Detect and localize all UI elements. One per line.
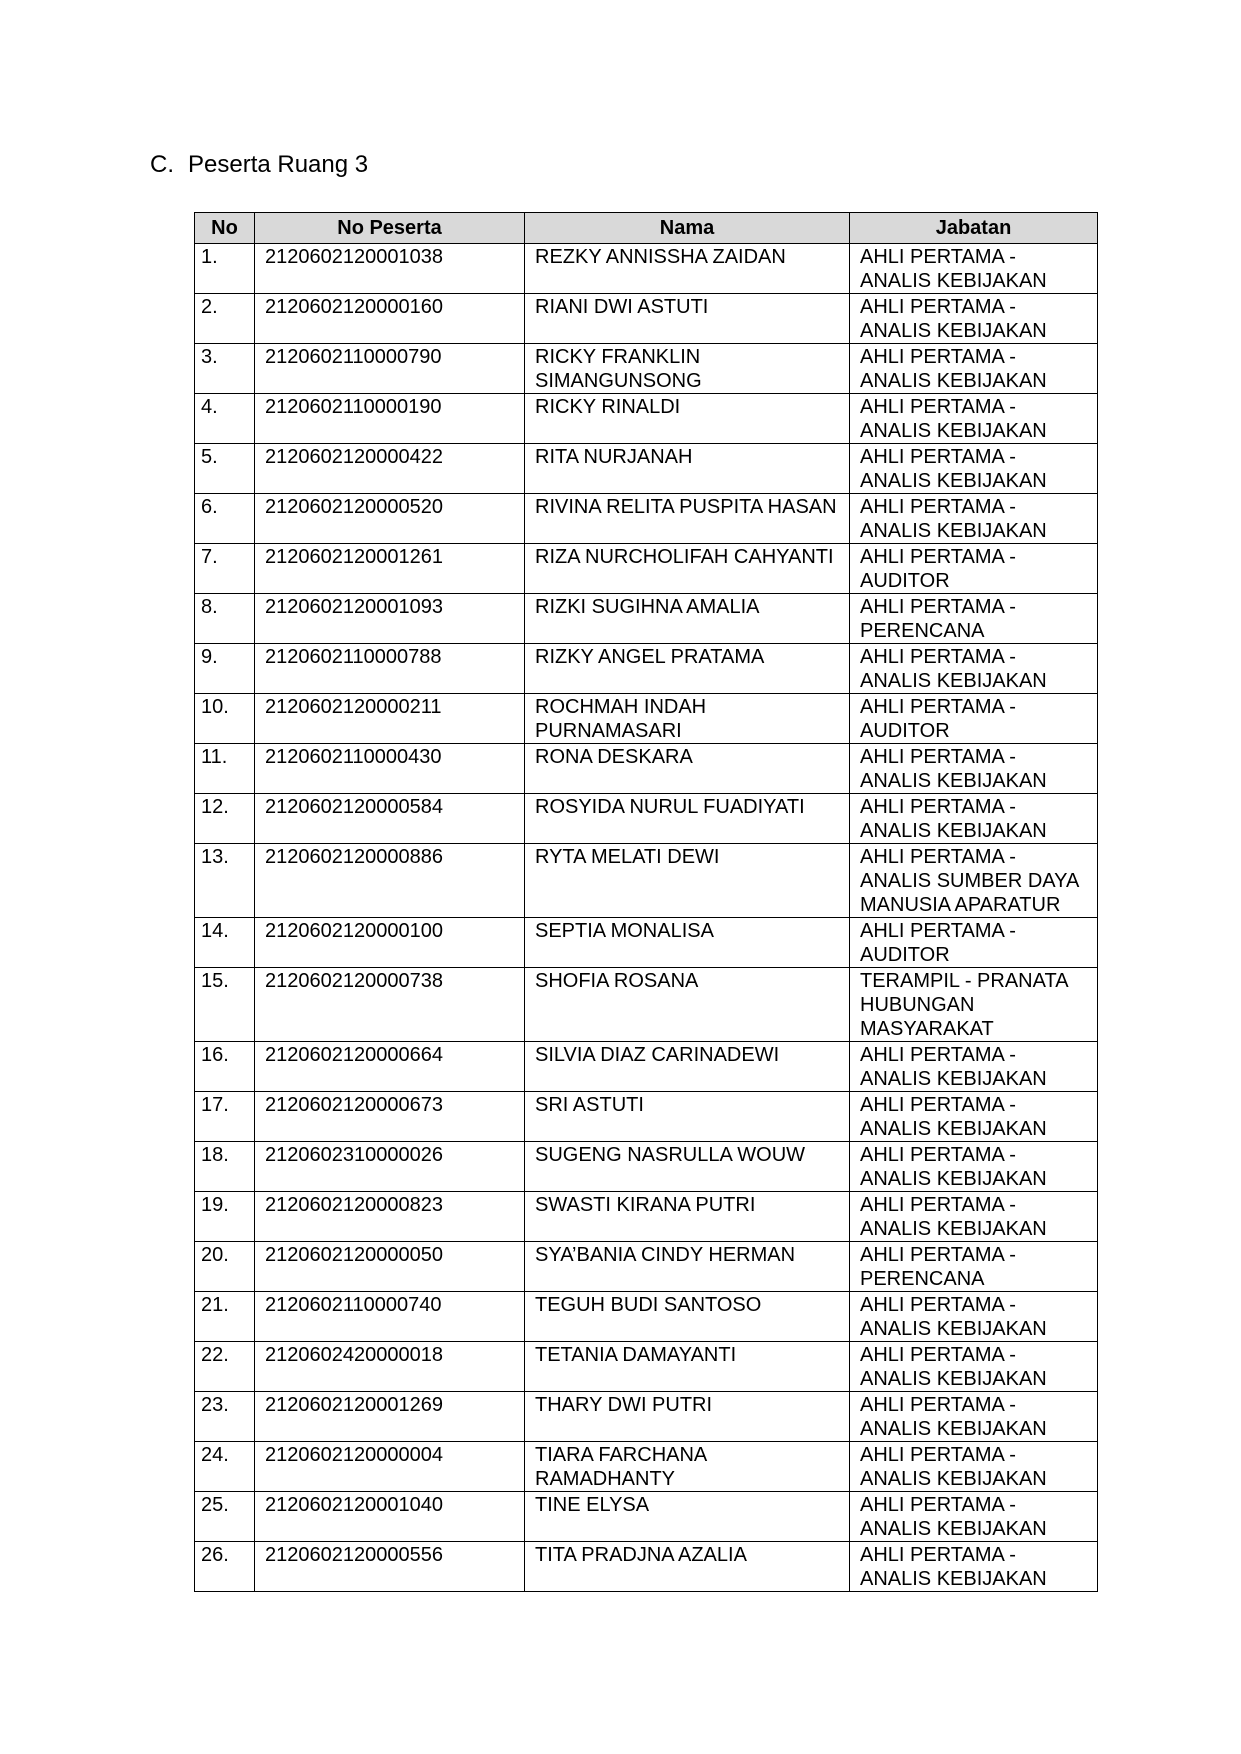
cell-jabatan: AHLI PERTAMA - ANALIS KEBIJAKAN <box>850 1392 1098 1442</box>
cell-no-peserta: 2120602420000018 <box>255 1342 525 1392</box>
cell-nama: SWASTI KIRANA PUTRI <box>525 1192 850 1242</box>
table-row <box>195 1092 1098 1142</box>
header-nama: Nama <box>525 213 850 244</box>
cell-jabatan: AHLI PERTAMA - PERENCANA <box>850 1242 1098 1292</box>
cell-jabatan: AHLI PERTAMA - ANALIS KEBIJAKAN <box>850 744 1098 794</box>
table-row <box>195 794 1098 844</box>
cell-no-peserta: 2120602120000556 <box>255 1542 525 1592</box>
cell-jabatan: AHLI PERTAMA - ANALIS KEBIJAKAN <box>850 1542 1098 1592</box>
cell-no-peserta: 2120602120001261 <box>255 544 525 594</box>
participants-table <box>194 212 1098 1592</box>
cell-no: 11. <box>195 744 255 794</box>
cell-no-peserta: 2120602120001038 <box>255 244 525 294</box>
cell-no-peserta: 2120602120000823 <box>255 1192 525 1242</box>
cell-nama: RICKY FRANKLIN SIMANGUNSONG <box>525 344 850 394</box>
cell-nama: RIVINA RELITA PUSPITA HASAN <box>525 494 850 544</box>
cell-no-peserta: 2120602110000790 <box>255 344 525 394</box>
cell-no-peserta: 2120602120001093 <box>255 594 525 644</box>
cell-no: 10. <box>195 694 255 744</box>
cell-nama: SEPTIA MONALISA <box>525 918 850 968</box>
cell-nama: SHOFIA ROSANA <box>525 968 850 1042</box>
cell-no-peserta: 2120602120000004 <box>255 1442 525 1492</box>
cell-jabatan: AHLI PERTAMA - ANALIS KEBIJAKAN <box>850 794 1098 844</box>
cell-no-peserta: 2120602120000100 <box>255 918 525 968</box>
table-row <box>195 1492 1098 1542</box>
cell-jabatan: AHLI PERTAMA - ANALIS KEBIJAKAN <box>850 1042 1098 1092</box>
cell-nama: TINE ELYSA <box>525 1492 850 1542</box>
cell-no: 23. <box>195 1392 255 1442</box>
cell-no-peserta: 2120602120001269 <box>255 1392 525 1442</box>
cell-jabatan: AHLI PERTAMA - ANALIS KEBIJAKAN <box>850 494 1098 544</box>
cell-nama: TEGUH BUDI SANTOSO <box>525 1292 850 1342</box>
cell-no: 20. <box>195 1242 255 1292</box>
cell-nama: RIANI DWI ASTUTI <box>525 294 850 344</box>
cell-nama: RYTA MELATI DEWI <box>525 844 850 918</box>
table-row <box>195 644 1098 694</box>
cell-no-peserta: 2120602120000584 <box>255 794 525 844</box>
cell-no-peserta: 2120602120000050 <box>255 1242 525 1292</box>
header-no: No <box>195 213 255 244</box>
cell-jabatan: AHLI PERTAMA - ANALIS KEBIJAKAN <box>850 244 1098 294</box>
section-letter: C. <box>150 151 174 178</box>
cell-no-peserta: 2120602120000422 <box>255 444 525 494</box>
header-no-peserta: No Peserta <box>255 213 525 244</box>
cell-jabatan: AHLI PERTAMA - ANALIS SUMBER DAYA MANUSIA APARATUR <box>850 844 1098 918</box>
table-row <box>195 918 1098 968</box>
cell-no-peserta: 2120602110000788 <box>255 644 525 694</box>
cell-jabatan: AHLI PERTAMA - ANALIS KEBIJAKAN <box>850 394 1098 444</box>
table-row <box>195 844 1098 918</box>
cell-no-peserta: 2120602120000664 <box>255 1042 525 1092</box>
cell-no-peserta: 2120602120000738 <box>255 968 525 1042</box>
cell-jabatan: AHLI PERTAMA - AUDITOR <box>850 694 1098 744</box>
table-row <box>195 594 1098 644</box>
cell-no: 26. <box>195 1542 255 1592</box>
table-row <box>195 494 1098 544</box>
cell-no: 4. <box>195 394 255 444</box>
cell-nama: SYA’BANIA CINDY HERMAN <box>525 1242 850 1292</box>
cell-no-peserta: 2120602110000430 <box>255 744 525 794</box>
cell-jabatan: AHLI PERTAMA - ANALIS KEBIJAKAN <box>850 644 1098 694</box>
table-body <box>195 244 1098 1592</box>
cell-no: 9. <box>195 644 255 694</box>
cell-jabatan: AHLI PERTAMA - ANALIS KEBIJAKAN <box>850 1492 1098 1542</box>
cell-jabatan: AHLI PERTAMA - AUDITOR <box>850 918 1098 968</box>
cell-no: 17. <box>195 1092 255 1142</box>
table-row <box>195 968 1098 1042</box>
cell-jabatan: AHLI PERTAMA - ANALIS KEBIJAKAN <box>850 1292 1098 1342</box>
table-row <box>195 344 1098 394</box>
cell-jabatan: AHLI PERTAMA - AUDITOR <box>850 544 1098 594</box>
cell-no: 3. <box>195 344 255 394</box>
table-row <box>195 444 1098 494</box>
cell-nama: RITA NURJANAH <box>525 444 850 494</box>
table-row <box>195 544 1098 594</box>
cell-jabatan: AHLI PERTAMA - ANALIS KEBIJAKAN <box>850 1142 1098 1192</box>
cell-no-peserta: 2120602120000673 <box>255 1092 525 1142</box>
cell-no: 15. <box>195 968 255 1042</box>
cell-no: 22. <box>195 1342 255 1392</box>
cell-no: 5. <box>195 444 255 494</box>
section-heading <box>150 150 368 180</box>
cell-jabatan: AHLI PERTAMA - PERENCANA <box>850 594 1098 644</box>
table-row <box>195 1442 1098 1492</box>
table-row <box>195 744 1098 794</box>
cell-nama: TITA PRADJNA AZALIA <box>525 1542 850 1592</box>
table-header <box>195 213 1098 244</box>
cell-nama: SUGENG NASRULLA WOUW <box>525 1142 850 1192</box>
cell-nama: SRI ASTUTI <box>525 1092 850 1142</box>
cell-nama: REZKY ANNISSHA ZAIDAN <box>525 244 850 294</box>
table-row <box>195 694 1098 744</box>
cell-nama: RICKY RINALDI <box>525 394 850 444</box>
cell-jabatan: AHLI PERTAMA - ANALIS KEBIJAKAN <box>850 1342 1098 1392</box>
cell-jabatan: AHLI PERTAMA - ANALIS KEBIJAKAN <box>850 1442 1098 1492</box>
table-row <box>195 1042 1098 1092</box>
cell-jabatan: AHLI PERTAMA - ANALIS KEBIJAKAN <box>850 294 1098 344</box>
cell-nama: SILVIA DIAZ CARINADEWI <box>525 1042 850 1092</box>
cell-nama: ROSYIDA NURUL FUADIYATI <box>525 794 850 844</box>
cell-no-peserta: 2120602120000211 <box>255 694 525 744</box>
table-row <box>195 394 1098 444</box>
cell-nama: RIZA NURCHOLIFAH CAHYANTI <box>525 544 850 594</box>
cell-no-peserta: 2120602120000886 <box>255 844 525 918</box>
cell-nama: RIZKI SUGIHNA AMALIA <box>525 594 850 644</box>
cell-jabatan: AHLI PERTAMA - ANALIS KEBIJAKAN <box>850 1092 1098 1142</box>
table-row <box>195 1192 1098 1242</box>
table-row <box>195 1292 1098 1342</box>
cell-no: 16. <box>195 1042 255 1092</box>
header-jabatan: Jabatan <box>850 213 1098 244</box>
cell-nama: TETANIA DAMAYANTI <box>525 1342 850 1392</box>
cell-nama: THARY DWI PUTRI <box>525 1392 850 1442</box>
cell-no-peserta: 2120602120000160 <box>255 294 525 344</box>
cell-nama: ROCHMAH INDAH PURNAMASARI <box>525 694 850 744</box>
cell-no: 7. <box>195 544 255 594</box>
table-row <box>195 1242 1098 1292</box>
cell-jabatan: AHLI PERTAMA - ANALIS KEBIJAKAN <box>850 444 1098 494</box>
cell-no-peserta: 2120602310000026 <box>255 1142 525 1192</box>
cell-no: 1. <box>195 244 255 294</box>
cell-no: 24. <box>195 1442 255 1492</box>
cell-no-peserta: 2120602120000520 <box>255 494 525 544</box>
cell-no: 8. <box>195 594 255 644</box>
table-row <box>195 294 1098 344</box>
cell-no: 21. <box>195 1292 255 1342</box>
cell-no: 13. <box>195 844 255 918</box>
cell-no: 19. <box>195 1192 255 1242</box>
cell-jabatan: TERAMPIL - PRANATA HUBUNGAN MASYARAKAT <box>850 968 1098 1042</box>
cell-no: 12. <box>195 794 255 844</box>
cell-nama: TIARA FARCHANA RAMADHANTY <box>525 1442 850 1492</box>
header-row <box>195 213 1098 244</box>
table-row <box>195 244 1098 294</box>
cell-no: 2. <box>195 294 255 344</box>
cell-no-peserta: 2120602110000190 <box>255 394 525 444</box>
cell-no: 6. <box>195 494 255 544</box>
cell-jabatan: AHLI PERTAMA - ANALIS KEBIJAKAN <box>850 344 1098 394</box>
table-row <box>195 1392 1098 1442</box>
table-row <box>195 1142 1098 1192</box>
cell-no: 14. <box>195 918 255 968</box>
cell-no: 18. <box>195 1142 255 1192</box>
cell-no-peserta: 2120602110000740 <box>255 1292 525 1342</box>
cell-nama: RIZKY ANGEL PRATAMA <box>525 644 850 694</box>
cell-nama: RONA DESKARA <box>525 744 850 794</box>
table-row <box>195 1542 1098 1592</box>
cell-no: 25. <box>195 1492 255 1542</box>
cell-jabatan: AHLI PERTAMA - ANALIS KEBIJAKAN <box>850 1192 1098 1242</box>
table-row <box>195 1342 1098 1392</box>
section-title: Peserta Ruang 3 <box>188 151 369 178</box>
cell-no-peserta: 2120602120001040 <box>255 1492 525 1542</box>
